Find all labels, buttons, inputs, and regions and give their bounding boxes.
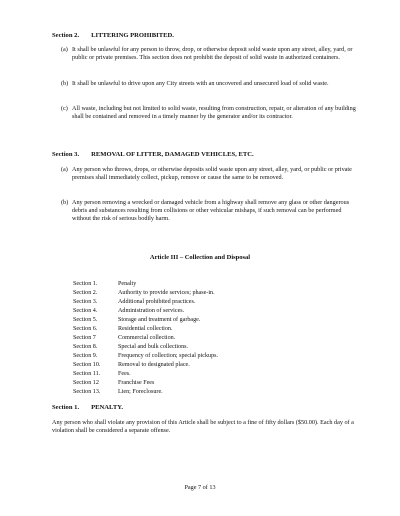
item-text: Any person who throws, drops, or otherwise deposits solid waste upon any street, alley, yard, or public or private premises shall immediately collect, pickup, remove or cause the same to be removed. bbox=[72, 166, 352, 182]
item-marker: (a) bbox=[61, 46, 68, 53]
index-title: Authority to provide services; phase-in. bbox=[118, 290, 215, 296]
section-3-heading bbox=[52, 151, 254, 159]
section-3-title: REMOVAL OF LITTER, DAMAGED VEHICLES, ETC. bbox=[91, 151, 254, 158]
article-title: Article III – Collection and Disposal bbox=[149, 254, 251, 261]
index-section: Section 2. bbox=[73, 290, 98, 296]
index-section: Section 13. bbox=[73, 389, 101, 395]
item-marker: (b) bbox=[61, 199, 69, 206]
index-section: Section 4. bbox=[73, 308, 98, 314]
index-title: Lien; Foreclosure. bbox=[118, 389, 163, 395]
index-row bbox=[73, 352, 218, 360]
index-row bbox=[73, 316, 200, 324]
index-section: Section 3. bbox=[73, 299, 98, 305]
index-row bbox=[73, 307, 184, 315]
index-title: Special and bulk collections. bbox=[118, 344, 189, 350]
section-2-item-b bbox=[61, 80, 361, 88]
index-row bbox=[73, 325, 173, 333]
index-row bbox=[73, 334, 175, 342]
index-row bbox=[73, 298, 195, 306]
index-section: Section 10. bbox=[73, 362, 101, 368]
index-row bbox=[73, 289, 215, 297]
item-text: It shall be unlawful to drive upon any City streets with an uncovered and unsecured load of solid waste. bbox=[72, 80, 329, 87]
index-title: Additional prohibited practices. bbox=[118, 299, 196, 305]
index-section: Section 5. bbox=[73, 317, 98, 323]
section-2-item-c bbox=[61, 105, 361, 121]
index-section: Section 7 bbox=[73, 335, 96, 341]
section-3-item-a bbox=[61, 166, 361, 182]
index-title: Frequency of collection; special pickups. bbox=[118, 353, 219, 359]
index-title: Residential collection. bbox=[118, 326, 173, 332]
penalty-paragraph: Any person who shall violate any provision of this Article shall be subject to a fine of fifty dollars ($50.00). Each day of a violation shall be considered a separate offense. bbox=[52, 419, 354, 435]
index-title: Commercial collection. bbox=[118, 335, 176, 341]
item-text: It shall be unlawful for any person to throw, drop, or otherwise deposit solid waste upon any street, alley, yard, or public or private premises. This section does not prohibit the deposit of solid waste in authorized containers. bbox=[72, 46, 353, 62]
index-row bbox=[73, 379, 154, 387]
section-2-title: LITTERING PROHIBITED. bbox=[91, 32, 174, 39]
index-row bbox=[73, 280, 136, 288]
index-section: Section 11. bbox=[73, 371, 101, 377]
index-row bbox=[73, 388, 163, 396]
index-section: Section 8. bbox=[73, 344, 98, 350]
index-title: Franchise Fees bbox=[118, 380, 155, 386]
index-title: Administration of services. bbox=[118, 308, 185, 314]
item-marker: (c) bbox=[61, 105, 68, 112]
item-marker: (a) bbox=[61, 166, 68, 173]
index-title: Removal to designated place. bbox=[118, 362, 190, 368]
index-section: Section 12 bbox=[73, 380, 99, 386]
index-row bbox=[73, 361, 190, 369]
penalty-heading bbox=[52, 404, 123, 412]
section-2-label: Section 2. bbox=[52, 32, 80, 39]
page-number: Page 7 of 13 bbox=[184, 484, 216, 491]
index-title: Fees. bbox=[118, 371, 131, 377]
item-text: Any person removing a wrecked or damaged vehicle from a highway shall remove any glass or other dangerous debris and substances resulting from collisions or other vehicular mishaps, if such removal can be performed without the risk of serious bodily harm. bbox=[72, 199, 350, 223]
section-3-label: Section 3. bbox=[52, 151, 80, 158]
index-section: Section 9. bbox=[73, 353, 98, 359]
index-row bbox=[73, 343, 188, 351]
index-title: Penalty bbox=[118, 281, 137, 287]
index-title: Storage and treatment of garbage. bbox=[118, 317, 201, 323]
section-3-item-b bbox=[61, 199, 361, 224]
index-row bbox=[73, 370, 131, 378]
index-section: Section 6. bbox=[73, 326, 98, 332]
section-2-heading bbox=[52, 32, 174, 40]
item-marker: (b) bbox=[61, 80, 69, 87]
section-2-item-a bbox=[61, 46, 361, 62]
penalty-title: PENALTY. bbox=[91, 404, 124, 411]
penalty-label: Section 1. bbox=[52, 404, 80, 411]
item-text: All waste, including but not limited to solid waste, resulting from construction, repair, or alteration of any building shall be contained and removed in a timely manner by the generator and/or its contractor. bbox=[72, 105, 356, 121]
index-section: Section 1. bbox=[73, 281, 98, 287]
